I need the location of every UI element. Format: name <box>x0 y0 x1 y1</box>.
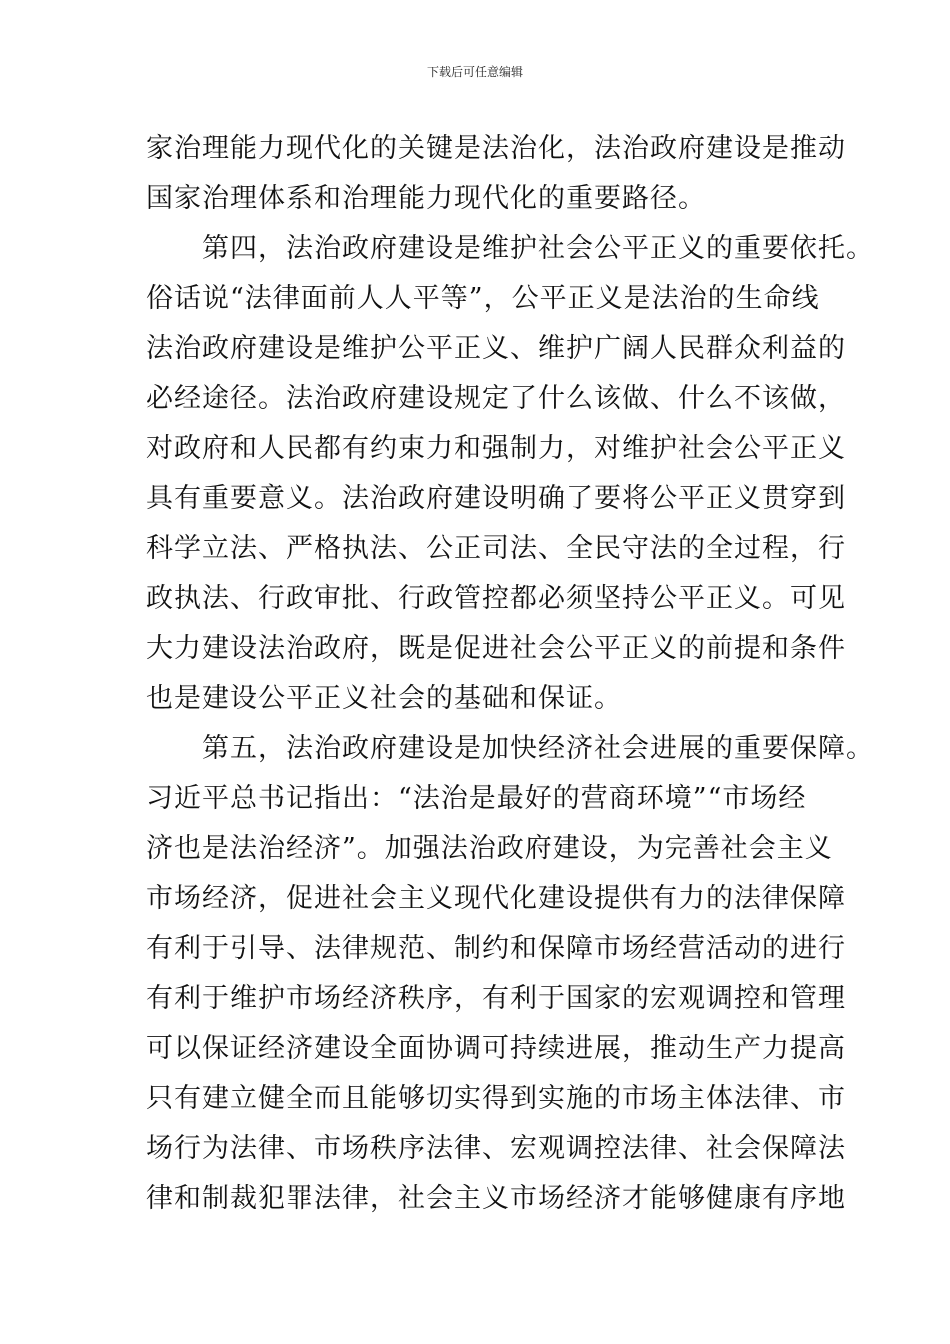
text-line: 律和制裁犯罪法律，社会主义市场经济才能够健康有序地 <box>146 1183 846 1214</box>
text-line: 习近平总书记指出：“法治是最好的营商环境”“市场经 <box>146 783 807 814</box>
text-line: 科学立法、严格执法、公正司法、全民守法的全过程，行 <box>146 533 846 564</box>
text-line: 法治政府建设是维护公平正义、维护广阔人民群众利益的 <box>146 333 846 364</box>
page-header: 下载后可任意编辑 <box>426 65 523 79</box>
text-line: 必经途径。法治政府建设规定了什么该做、什么不该做， <box>146 383 846 414</box>
text-line: 有利于维护市场经济秩序，有利于国家的宏观调控和管理 <box>146 983 846 1014</box>
text-line: 家治理能力现代化的关键是法治化，法治政府建设是推动 <box>146 133 846 164</box>
text-line: 只有建立健全而且能够切实得到实施的市场主体法律、市 <box>146 1083 846 1114</box>
text-line: 国家治理体系和治理能力现代化的重要路径。 <box>146 183 706 214</box>
text-line: 也是建设公平正义社会的基础和保证。 <box>146 683 622 714</box>
text-line: 俗话说“法律面前人人平等”，公平正义是法治的生命线 <box>146 283 820 314</box>
text-line: 政执法、行政审批、行政管控都必须坚持公平正义。可见 <box>146 583 846 614</box>
text-line: 有利于引导、法律规范、制约和保障市场经营活动的进行 <box>146 933 846 964</box>
text-line: 大力建设法治政府，既是促进社会公平正义的前提和条件 <box>146 633 846 664</box>
text-line: 可以保证经济建设全面协调可持续进展，推动生产力提高 <box>146 1033 846 1064</box>
text-line: 具有重要意义。法治政府建设明确了要将公平正义贯穿到 <box>146 483 846 514</box>
text-line: 市场经济，促进社会主义现代化建设提供有力的法律保障 <box>146 883 846 914</box>
document-body <box>146 124 874 1224</box>
paragraph-start-line: 第四，法治政府建设是维护社会公平正义的重要依托。 <box>202 233 874 264</box>
text-line: 对政府和人民都有约束力和强制力，对维护社会公平正义 <box>146 433 846 464</box>
paragraph-start-line: 第五，法治政府建设是加快经济社会进展的重要保障。 <box>202 733 874 764</box>
text-line: 场行为法律、市场秩序法律、宏观调控法律、社会保障法 <box>146 1133 846 1164</box>
text-line: 济也是法治经济”。加强法治政府建设，为完善社会主义 <box>146 833 833 864</box>
